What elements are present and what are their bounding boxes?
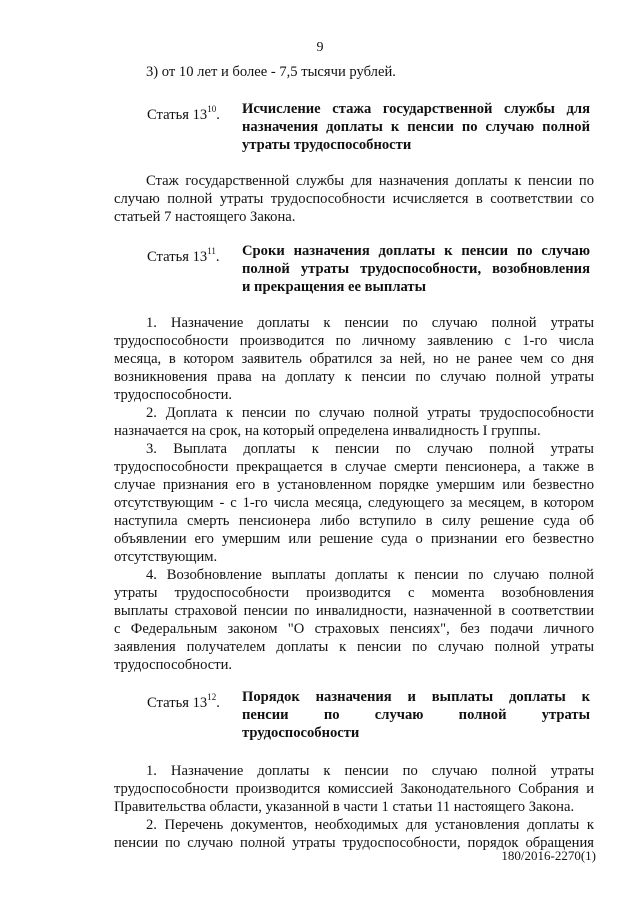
paragraph-line: объявлении его умершим или решение суда о признании его безвестно — [114, 531, 594, 547]
paragraph-line: трудоспособности производится комиссией Законодательного Собрания и — [114, 781, 594, 797]
paragraph-line: возникновения права на доплату к пенсии по случаю полной утраты — [114, 369, 594, 385]
paragraph-line: отсутствующим - с 1-го числа месяца, следующего за месяцем, в котором — [114, 495, 594, 511]
paragraph-line: 1. Назначение доплаты к пенсии по случаю полной утраты — [146, 315, 594, 331]
paragraph-line: наступила смерть пенсионера либо вступило в силу решение суда об — [114, 513, 594, 529]
paragraph-line: месяца, в котором заявитель обратился за ней, но не ранее чем со дня — [114, 351, 594, 367]
article-13-10-title: Исчисление стажа государственной службы для назначения доплаты к пенсии по случаю полной утраты трудоспособности — [242, 101, 590, 153]
paragraph-line: 2. Перечень документов, необходимых для установления доплаты к — [146, 817, 594, 833]
paragraph-line: трудоспособности. — [114, 657, 233, 673]
paragraph-line: трудоспособности прекращается в случае смерти пенсионера, а также в — [114, 459, 594, 475]
paragraph-line: 1. Назначение доплаты к пенсии по случаю полной утраты — [146, 763, 594, 779]
page-number: 9 — [316, 40, 324, 55]
list-item-3: 3) от 10 лет и более - 7,5 тысячи рублей. — [146, 64, 396, 80]
paragraph-line: выплаты страховой пенсии по инвалидности, назначенной в соответствии — [114, 603, 594, 619]
paragraph-line: заявления получателем доплаты к пенсии по случаю полной утраты — [114, 639, 594, 655]
paragraph-line: трудоспособности производится по личному заявлению с 1-го числа — [114, 333, 594, 349]
paragraph-line: 3. Выплата доплаты к пенсии по случаю полной утраты — [146, 441, 594, 457]
document-code: 180/2016-2270(1) — [501, 848, 596, 863]
paragraph-line: 2. Доплата к пенсии по случаю полной утраты трудоспособности — [146, 405, 594, 421]
paragraph-line: 4. Возобновление выплаты доплаты к пенсии по случаю полной — [146, 567, 594, 583]
article-13-10-label: Статья $13^{10}$. — [147, 104, 220, 123]
article-13-12-title: Порядок назначения и выплаты доплаты к пенсии по случаю полной утраты трудоспособности — [242, 689, 590, 741]
paragraph-line: отсутствующим. — [114, 549, 218, 565]
paragraph-line: случае признания его в установленном порядке умершим или безвестно — [114, 477, 594, 493]
paragraph-line: назначается на срок, на который определена инвалидность I группы. — [114, 423, 541, 439]
paragraph-line: статьей 7 настоящего Закона. — [114, 209, 296, 225]
paragraph-line: с Федеральным законом "О страховых пенсиях", без подачи личного — [114, 621, 594, 637]
article-13-11-title: Сроки назначения доплаты к пенсии по случаю полной утраты трудоспособности, возобновления и прекращения ее выплаты — [242, 243, 590, 295]
article-13-11-label: Статья $13^{11}$. — [147, 246, 220, 265]
paragraph-line: пенсии по случаю полной утраты трудоспособности, порядок обращения — [114, 835, 594, 851]
paragraph-line: Правительства области, указанной в части 1 статьи 11 настоящего Закона. — [114, 799, 575, 815]
paragraph-line: трудоспособности. — [114, 387, 233, 403]
paragraph-line: Стаж государственной службы для назначения доплаты к пенсии по — [146, 173, 594, 189]
paragraph-line: утраты трудоспособности производится с момента возобновления — [114, 585, 594, 601]
article-13-12-label: Статья $13^{12}$. — [147, 692, 220, 711]
paragraph-line: случаю полной утраты трудоспособности исчисляется в соответствии со — [114, 191, 594, 207]
